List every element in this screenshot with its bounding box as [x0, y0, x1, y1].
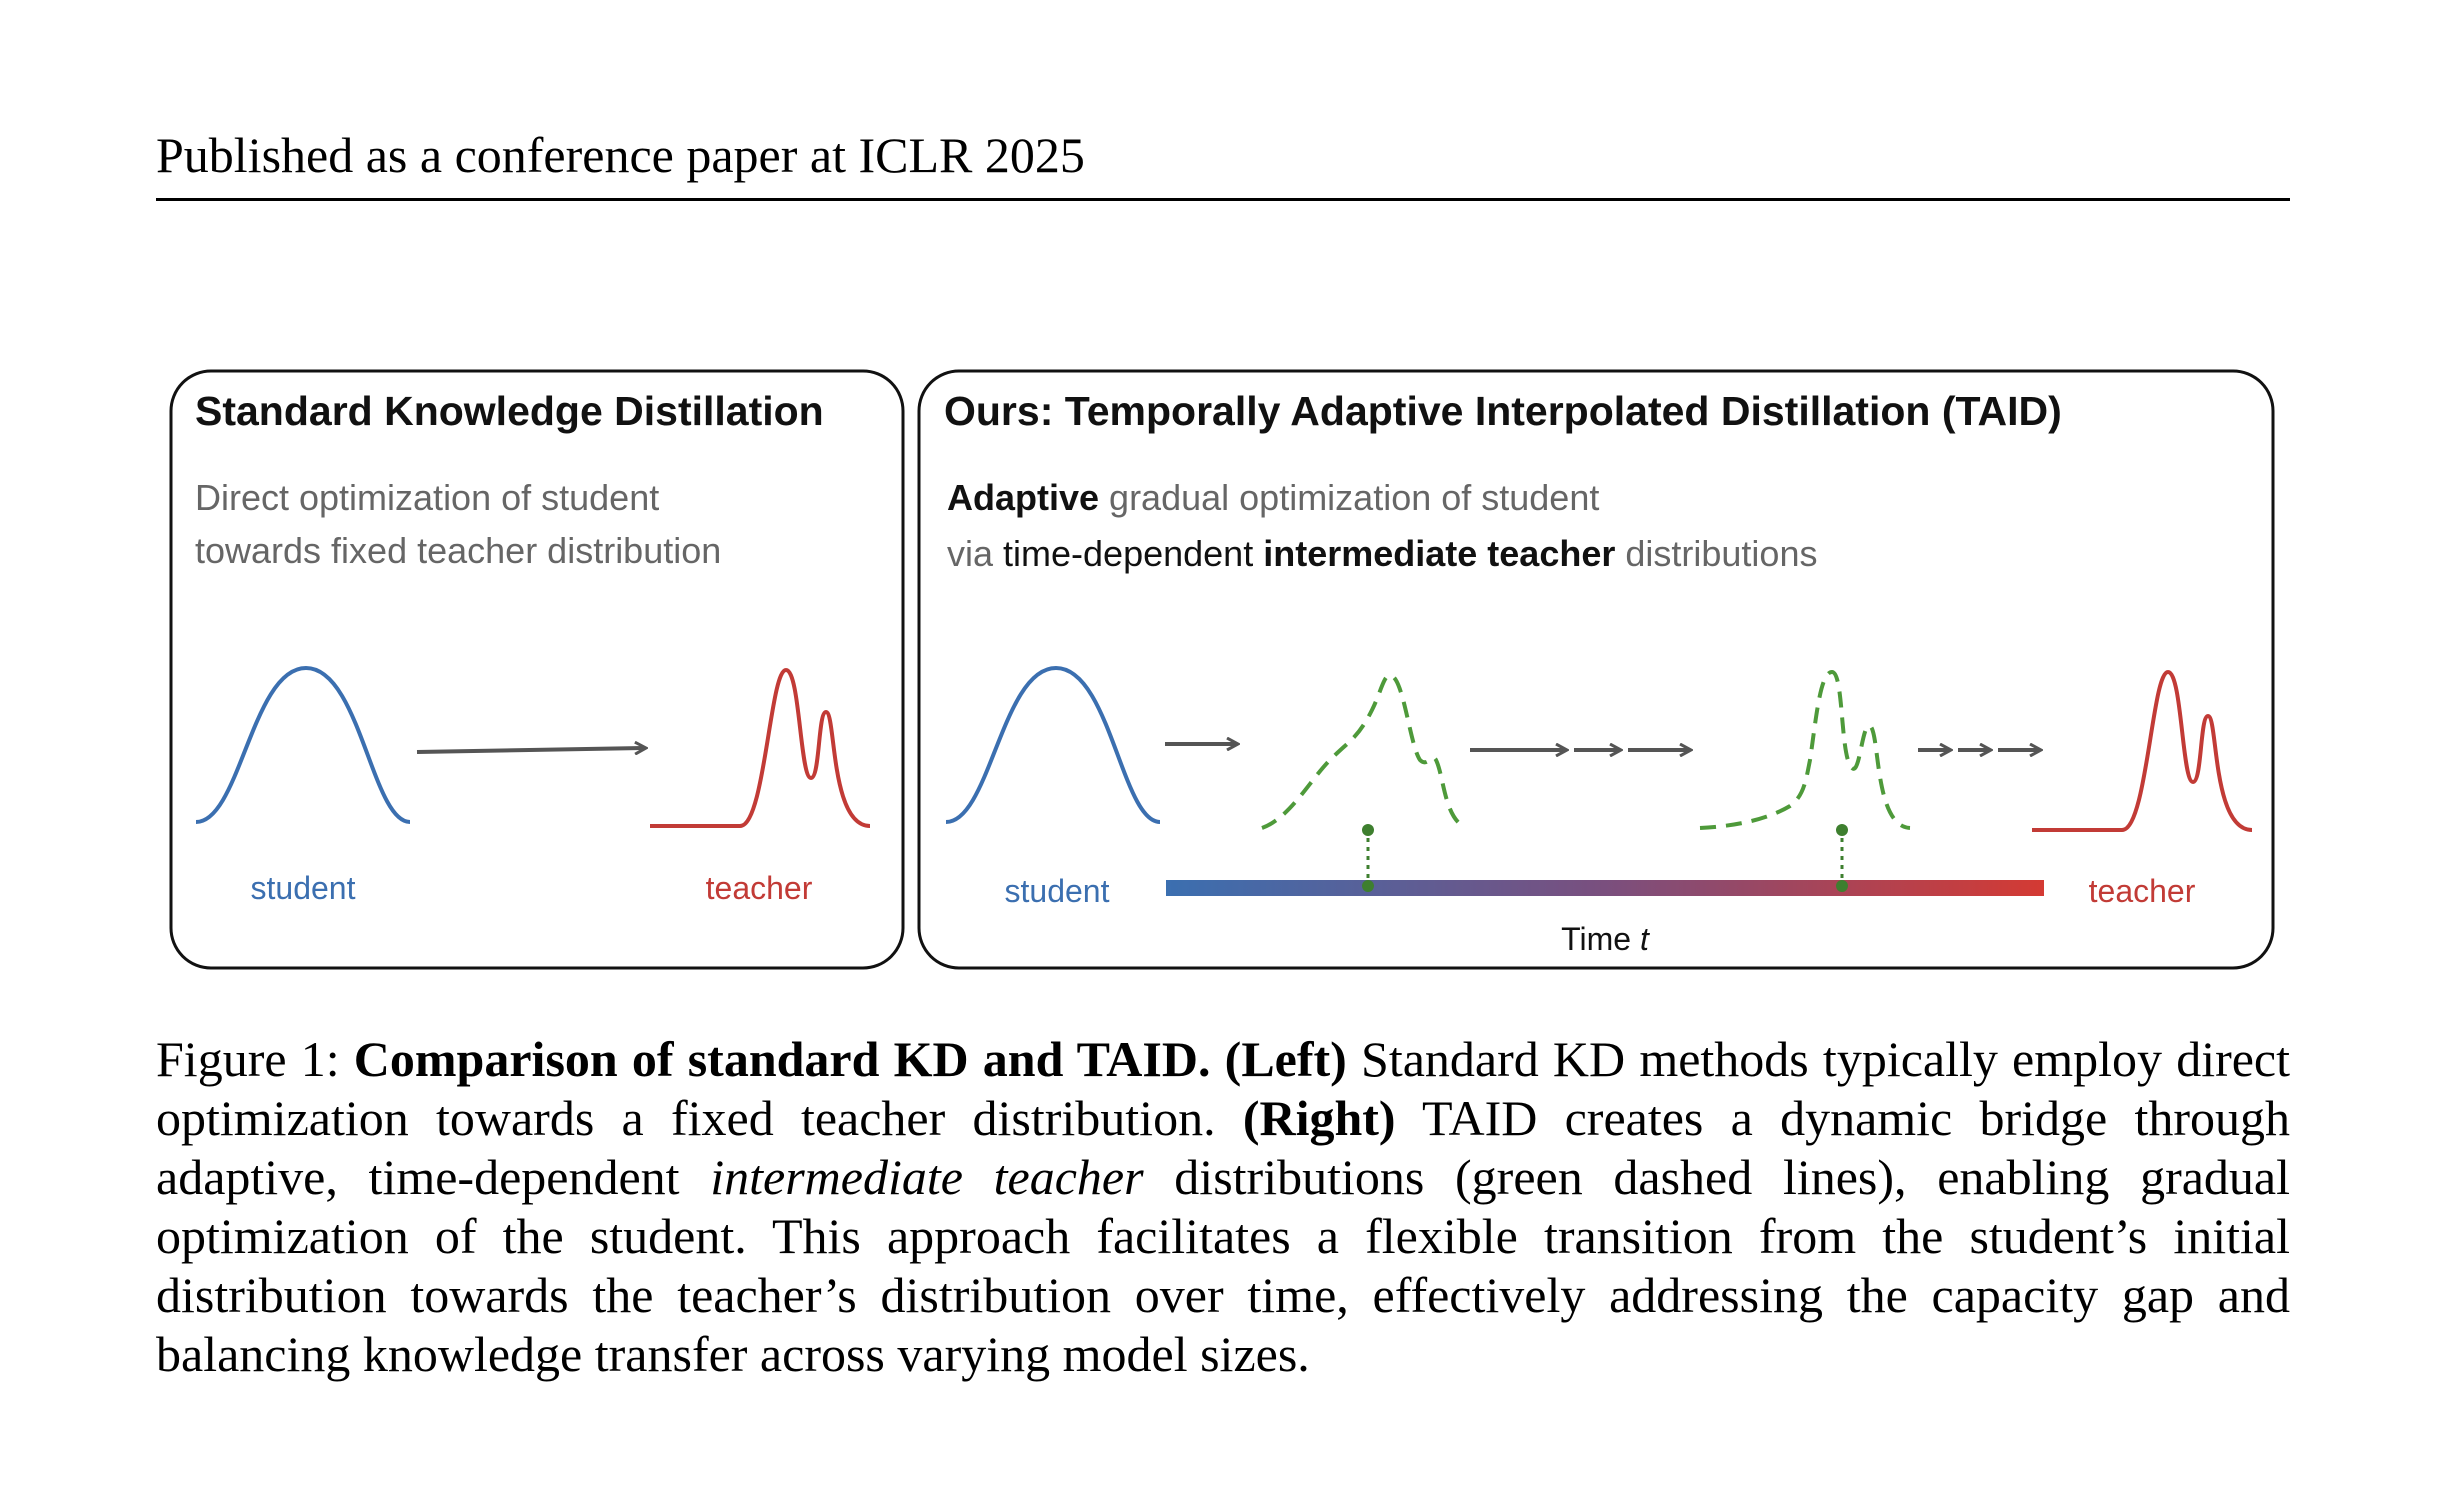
- desc-adaptive: Adaptive: [947, 477, 1100, 518]
- left-panel-title: Standard Knowledge Distillation: [195, 388, 824, 434]
- time-bar: [1166, 880, 2044, 896]
- desc-line1-rest: gradual optimization of student: [1099, 477, 1600, 518]
- caption-right-text-1: TAID creates a dynamic bridge through adaptive, time-dependent: [156, 1090, 2291, 1205]
- right-panel-border: [919, 371, 2273, 968]
- intermediate-teacher-curve-1: [1262, 675, 1466, 828]
- time-marker-1-top: [1362, 824, 1374, 836]
- right-panel-desc-line2: [947, 533, 1817, 574]
- figure-caption: [156, 1030, 2290, 1384]
- desc-distributions: distributions: [1615, 533, 1818, 574]
- desc-time-dependent: time-dependent: [1003, 533, 1264, 574]
- right-teacher-label: teacher: [2088, 873, 2196, 909]
- left-panel-desc-line1: Direct optimization of student: [195, 477, 660, 518]
- time-label-var: t: [1639, 921, 1649, 957]
- right-panel: [919, 371, 2273, 968]
- right-student-curve: [946, 668, 1160, 822]
- left-panel-desc-line2: towards fixed teacher distribution: [195, 530, 722, 571]
- running-header: Published as a conference paper at ICLR 2025: [156, 127, 1085, 183]
- caption-label: Figure 1:: [156, 1031, 340, 1087]
- caption-right-text-2: distributions (green dashed lines), enabling gradual optimization of the student. This approach facilitates a flexible transition from the student’s initial distribution towards the teacher’s distribution over time, effectively addressing the capacity gap and balancing knowledge transfer across varying model sizes.: [156, 1149, 2291, 1382]
- caption-title: Comparison of standard KD and TAID.: [353, 1031, 1211, 1087]
- time-label-text: Time: [1561, 921, 1640, 957]
- right-student-label: student: [1004, 873, 1110, 909]
- left-student-label: student: [250, 870, 356, 906]
- right-teacher-curve: [2032, 672, 2252, 830]
- time-marker-2-dot: [1836, 880, 1848, 892]
- caption-left-text: Standard KD methods typically employ direct optimization towards a fixed teacher distribution.: [156, 1031, 2291, 1146]
- caption-left-tag: (Left): [1224, 1031, 1347, 1087]
- desc-intermediate-teacher: intermediate teacher: [1263, 533, 1616, 574]
- caption-right-tag: (Right): [1242, 1090, 1396, 1146]
- left-panel: [171, 371, 903, 968]
- left-teacher-label: teacher: [705, 870, 813, 906]
- desc-via: via: [947, 533, 1004, 574]
- right-panel-title: Ours: Temporally Adaptive Interpolated Distillation (TAID): [944, 388, 2062, 434]
- time-axis-label: [1561, 921, 1650, 957]
- left-arrow: [417, 748, 645, 752]
- caption-intermediate-teacher: intermediate teacher: [710, 1149, 1144, 1205]
- left-teacher-curve: [650, 670, 870, 826]
- time-marker-2-top: [1836, 824, 1848, 836]
- right-panel-desc-line1: [947, 477, 1599, 518]
- intermediate-teacher-curve-2: [1700, 672, 1910, 828]
- time-marker-1-dot: [1362, 880, 1374, 892]
- left-student-curve: [196, 668, 410, 822]
